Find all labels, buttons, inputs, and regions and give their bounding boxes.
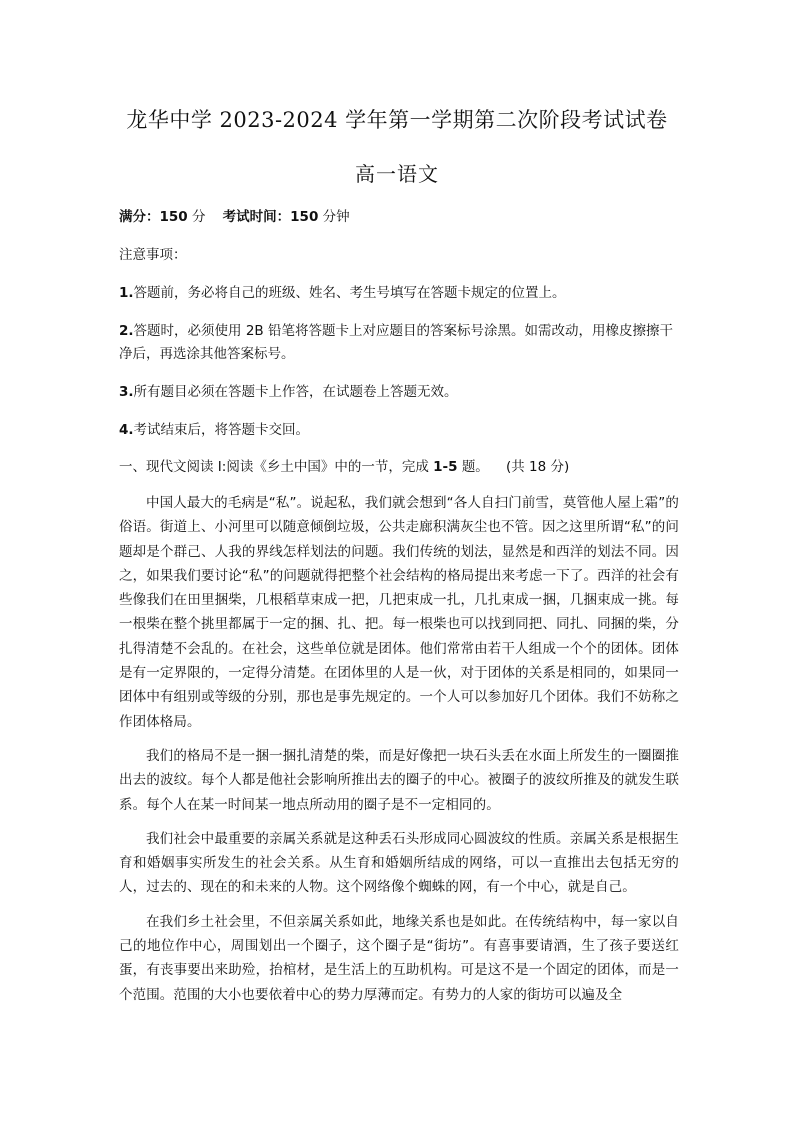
full-marks-unit: 分 <box>191 209 206 225</box>
full-marks-value: 150 <box>159 209 188 225</box>
exam-title: 龙华中学 2023-2024 学年第一学期第二次阶段考试试卷 <box>126 108 668 132</box>
note-item <box>119 282 679 305</box>
section-range: 1-5 <box>433 459 458 475</box>
subject-title: 高一语文 <box>355 162 439 186</box>
exam-meta <box>119 207 679 227</box>
reading-paragraph: 在我们乡土社会里，不但亲属关系如此，地缘关系也是如此。在传统结构中，每一家以自己的地位作中心，周围划出一个圈子，这个圈子是“街坊”。有喜事要请酒，生了孩子要送红蛋，有丧事要出来助殓，抬棺材，是生活上的互助机构。可是这不是一个固定的团体，而是一个范围。范围的大小也要依着中心的势力厚薄而定。有势力的人家的街坊可以遍及全 <box>119 913 679 1003</box>
full-marks-label: 满分： <box>119 209 160 225</box>
exam-body <box>119 207 679 1017</box>
note-text: 所有题目必须在答题卡上作答，在试题卷上答题无效。 <box>133 384 458 400</box>
note-item <box>119 419 679 442</box>
section-heading <box>119 457 679 477</box>
note-text: 答题时，必须使用 2B 铅笔将答题卡上对应题目的答案标号涂黑。如需改动，用橡皮擦擦干净后，再选涂其他答案标号。 <box>119 323 673 362</box>
note-number: 2. <box>119 323 134 339</box>
time-label: 考试时间： <box>222 209 291 225</box>
section-suffix: 题。 <box>461 459 489 475</box>
reading-paragraph: 我们社会中最重要的亲属关系就是这种丢石头形成同心圆波纹的性质。亲属关系是根据生育和婚姻事实所发生的社会关系。从生育和婚姻所结成的网络，可以一直推出去包括无穷的人，过去的、现在的和未来的人物。这个网络像个蜘蛛的网，有一个中心，就是自己。 <box>119 830 679 896</box>
time-value: 150 <box>290 209 319 225</box>
reading-paragraph: 我们的格局不是一捆一捆扎清楚的柴，而是好像把一块石头丢在水面上所发生的一圈圈推出去的波纹。每个人都是他社会影响所推出去的圈子的中心。被圈子的波纹所推及的就发生联系。每个人在某一时间某一地点所动用的圈子是不一定相同的。 <box>119 747 679 813</box>
note-text: 考试结束后，将答题卡交回。 <box>133 422 310 438</box>
section-prefix: 一、现代文阅读 I:阅读《乡土中国》中的一节，完成 <box>119 459 429 475</box>
note-item <box>119 381 679 404</box>
time-unit: 分钟 <box>322 209 350 225</box>
reading-paragraph: 中国人最大的毛病是“私”。说起私，我们就会想到“各人自扫门前雪，莫管他人屋上霜”的俗语。街道上、小河里可以随意倾倒垃圾，公共走廊积满灰尘也不管。因之这里所谓“私”的问题却是个群己、人我的界线怎样划法的问题。我们传统的划法，显然是和西洋的划法不同。因之，如果我们要讨论“私”的问题就得把整个社会结构的格局提出来考虑一下了。西洋的社会有些像我们在田里捆柴，几根稻草束成一把，几把束成一扎，几扎束成一捆，几捆束成一挑。每一根柴在整个挑里都属于一定的捆、扎、把。每一根柴也可以找到同把、同扎、同捆的柴，分扎得清楚不会乱的。在社会，这些单位就是团体。他们常常由若干人组成一个个的团体。团体是有一定界限的，一定得分清楚。在团体里的人是一伙，对于团体的关系是相同的，如果同一团体中有组别或等级的分别，那也是事先规定的。一个人可以参加好几个团体。我们不妨称之作团体格局。 <box>119 495 679 730</box>
note-number: 1. <box>119 285 134 301</box>
note-text: 答题前，务必将自己的班级、姓名、考生号填写在答题卡规定的位置上。 <box>133 285 566 301</box>
note-number: 3. <box>119 384 134 400</box>
section-score: (共 18 分) <box>505 459 570 475</box>
notes-heading: 注意事项： <box>119 247 187 263</box>
note-item <box>119 320 679 366</box>
note-number: 4. <box>119 422 134 438</box>
